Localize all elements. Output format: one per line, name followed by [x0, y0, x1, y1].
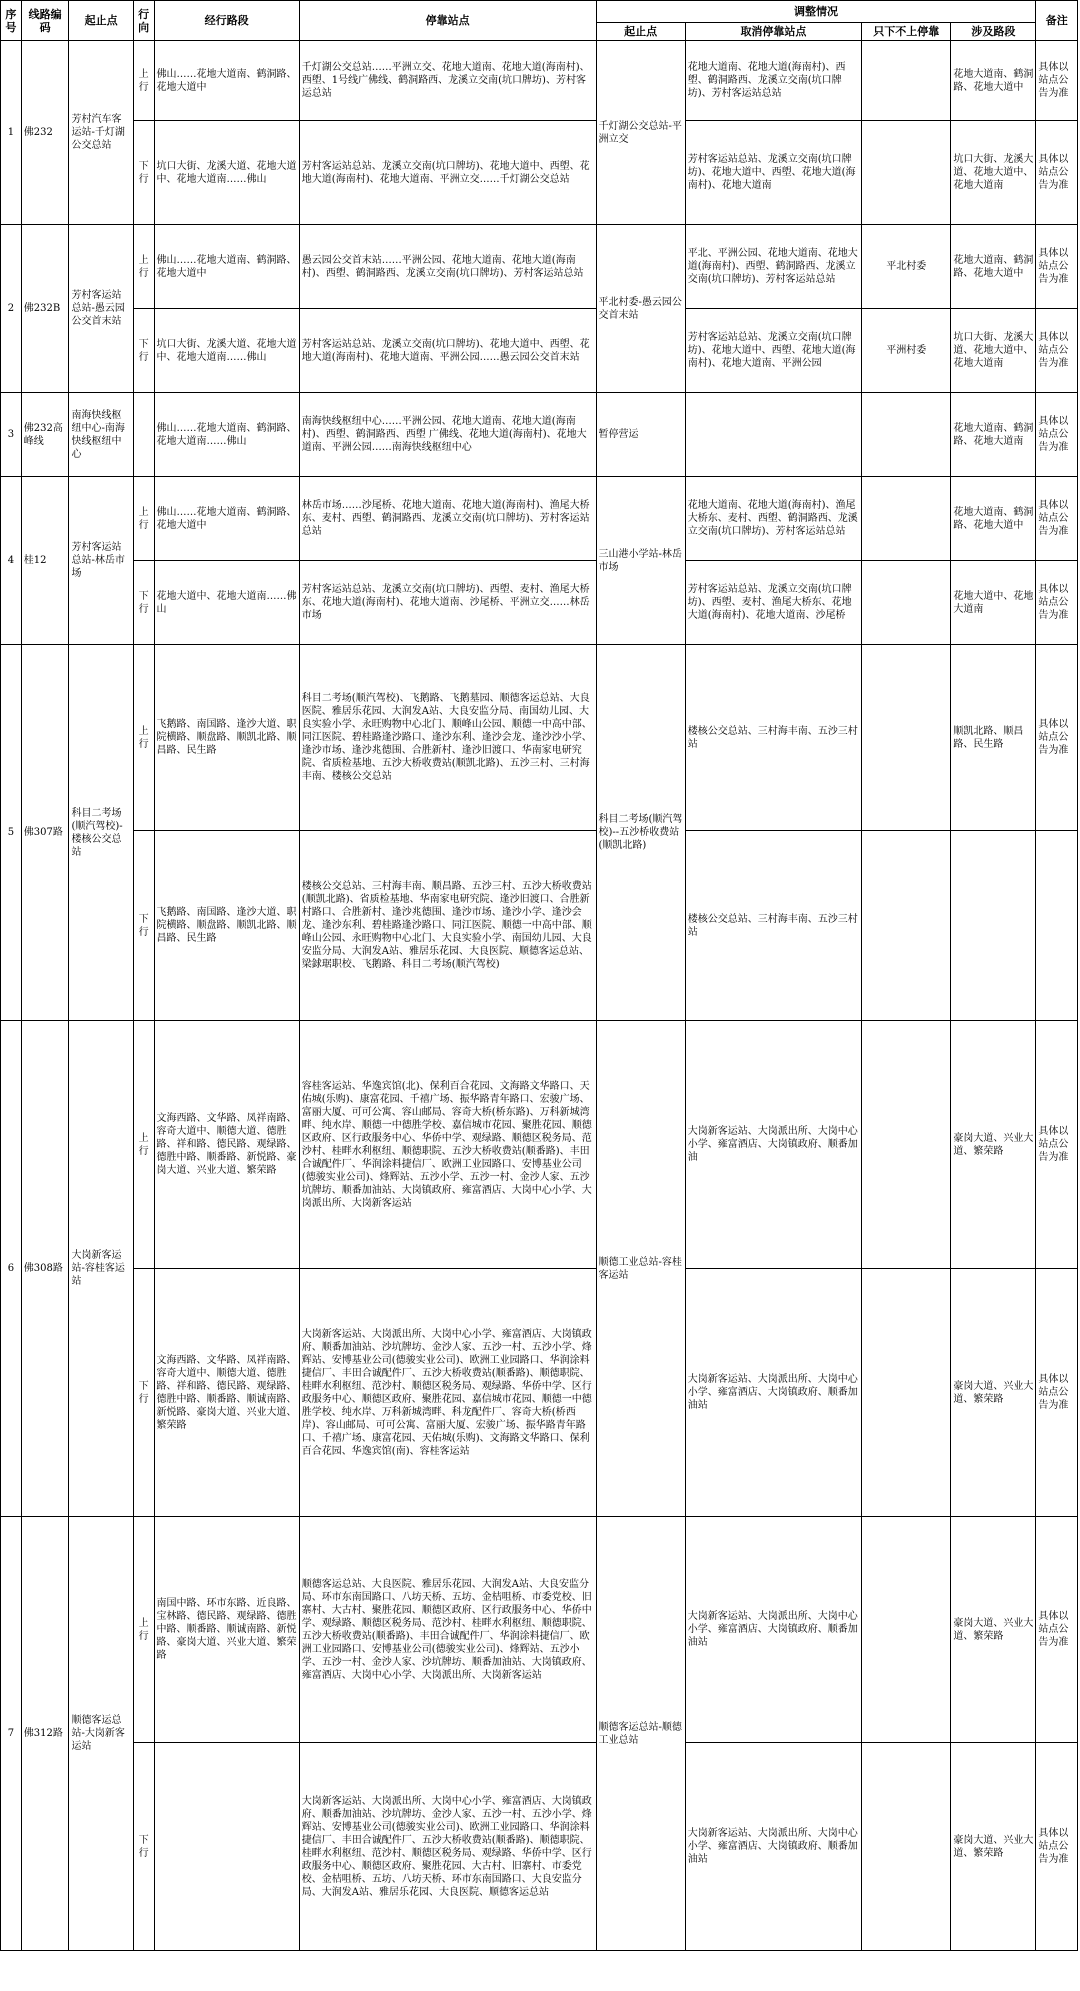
drop-only-cell	[862, 393, 951, 477]
stops-cell: 容桂客运站、华逸宾馆(北)、保利百合花园、文海路文华路口、天佑城(乐购)、康富花园、千禧广场、振华路青年路口、宏骏广场、富丽大厦、可可公寓、容山邮局、容奇大桥(桥东路)、万科新城湾畔、纯水岸、顺德一中德胜学校、嘉信城市花园、聚胜花园、顺德区政府、区行政服务中心、华侨中学、观绿路、顺德区税务局、范沙村、桂畔水利枢纽、顺德职院、五沙大桥收费站(顺番路)、丰田合诚配件厂、华润涂料捷信厂、欧洲工业园路口、安博基业公司(德骏实业公司)、烽辉站、五沙小学、五沙一村、金沙人家、五沙坑牌坊、顺番加油站、大岗镇政府、雍富酒店、大岗中心小学、大岗派出所、大岗新客运站	[299, 1021, 596, 1269]
roads-cell: 花地大道南、鹤洞路、花地大道中	[951, 225, 1036, 309]
table-row	[1, 1743, 1078, 1951]
direction-cell: 上行	[133, 1021, 154, 1269]
table-row	[1, 225, 1078, 309]
route-via-cell: 佛山……花地大道南、鹤洞路、花地大道南……佛山	[154, 393, 299, 477]
table-row	[1, 1021, 1078, 1269]
stops-cell: 大岗新客运站、大岗派出所、大岗中心小学、雍富酒店、大岗镇政府、顺番加油站、沙坑牌坊、金沙人家、五沙一村、五沙小学、烽辉站、安博基业公司(德骏实业公司)、欧洲工业园路口、华润涂料捷信厂、丰田合诚配件厂、五沙大桥收费站(顺番路)、顺德职院、桂畔水利枢纽、范沙村、顺德区税务局、观绿路、华侨中学、区行政服务中心、顺德区政府、聚胜花园、嘉信城市花园、顺德一中德胜学校、纯水岸、万科新城湾畔、科龙配件厂、容奇大桥(桥西岸)、容山邮局、可可公寓、富丽大厦、宏骏广场、振华路青年路口、千禧广场、康富花园、天佑城(乐购)、文海路文华路口、保利百合花园、华逸宾馆(南)、容桂客运站	[299, 1269, 596, 1517]
header-adjustment: 调整情况	[596, 1, 1036, 23]
table-row	[1, 393, 1078, 477]
roads-cell: 豪岗大道、兴业大道、繁荣路	[951, 1021, 1036, 1269]
endpoints-cell: 芳村客运站总站-愚云园公交首末站	[69, 225, 133, 393]
remark-cell: 具体以站点公告为准	[1036, 645, 1078, 831]
stops-cell: 芳村客运站总站、龙溪立交南(坑口牌坊)、花地大道中、西塱、花地大道(海南村)、花地大道南、平洲立交……千灯湖公交总站	[299, 121, 596, 225]
remark-cell: 具体以站点公告为准	[1036, 121, 1078, 225]
table-row	[1, 561, 1078, 645]
table-row	[1, 1269, 1078, 1517]
route-via-cell: 坑口大街、龙溪大道、花地大道中、花地大道南……佛山	[154, 121, 299, 225]
remark-cell: 具体以站点公告为准	[1036, 477, 1078, 561]
drop-only-cell	[862, 1021, 951, 1269]
cancelled-stops-cell: 花地大道南、花地大道(海南村)、渔尾大桥东、麦村、西塱、鹤洞路西、龙溪立交南(坑口牌坊)、芳村客运站总站	[685, 477, 861, 561]
roads-cell: 花地大道南、鹤洞路、花地大道中	[951, 41, 1036, 121]
remark-cell: 具体以站点公告为准	[1036, 561, 1078, 645]
roads-cell: 豪岗大道、兴业大道、繁荣路	[951, 1269, 1036, 1517]
route-via-cell	[154, 1743, 299, 1951]
cancelled-stops-cell: 楼核公交总站、三村海丰南、五沙三村站	[685, 645, 861, 831]
remark-cell: 具体以站点公告为准	[1036, 1021, 1078, 1269]
table-row	[1, 1517, 1078, 1743]
route-via-cell: 坑口大街、龙溪大道、花地大道中、花地大道南……佛山	[154, 309, 299, 393]
direction-cell: 下行	[133, 1743, 154, 1951]
seq-cell: 3	[1, 393, 22, 477]
remark-cell: 具体以站点公告为准	[1036, 1269, 1078, 1517]
route-via-cell: 南国中路、环市东路、近良路、宝林路、德民路、观绿路、德胜中路、顺番路、顺诚南路、新悦路、豪岗大道、兴业大道、繁荣路	[154, 1517, 299, 1743]
remark-cell: 具体以站点公告为准	[1036, 1743, 1078, 1951]
cancelled-stops-cell: 平北、平洲公园、花地大道南、花地大道(海南村)、西塱、鹤洞路西、龙溪立交南(坑口牌坊)、芳村客运站总站	[685, 225, 861, 309]
header-adj-endpoints: 起止点	[596, 23, 685, 41]
table-row	[1, 477, 1078, 561]
remark-cell: 具体以站点公告为准	[1036, 393, 1078, 477]
roads-cell: 花地大道中、花地大道南	[951, 561, 1036, 645]
seq-cell: 2	[1, 225, 22, 393]
route-via-cell: 佛山……花地大道南、鹤洞路、花地大道中	[154, 225, 299, 309]
seq-cell: 6	[1, 1021, 22, 1517]
line-code-cell: 佛312路	[21, 1517, 69, 1951]
cancelled-stops-cell: 芳村客运站总站、龙溪立交南(坑口牌坊)、西塱、麦村、渔尾大桥东、花地大道(海南村)、花地大道南、沙尾桥	[685, 561, 861, 645]
header-line-code: 线路编码	[21, 1, 69, 41]
table-body	[1, 41, 1078, 1951]
roads-cell	[951, 831, 1036, 1021]
roads-cell: 坑口大街、龙溪大道、花地大道中、花地大道南	[951, 309, 1036, 393]
direction-cell: 上行	[133, 477, 154, 561]
seq-cell: 5	[1, 645, 22, 1021]
line-code-cell: 佛232	[21, 41, 69, 225]
header-adj-cancelled: 取消停靠站点	[685, 23, 861, 41]
cancelled-stops-cell	[685, 393, 861, 477]
direction-cell: 上行	[133, 225, 154, 309]
endpoints-cell: 南海快线枢纽中心-南海快线枢纽中心	[69, 393, 133, 477]
table-row	[1, 645, 1078, 831]
remark-cell: 具体以站点公告为准	[1036, 309, 1078, 393]
line-code-cell: 桂12	[21, 477, 69, 645]
remark-cell: 具体以站点公告为准	[1036, 41, 1078, 121]
stops-cell: 大岗新客运站、大岗派出所、大岗中心小学、雍富酒店、大岗镇政府、顺番加油站、沙坑牌坊、金沙人家、五沙一村、五沙小学、烽辉站、安博基业公司(德骏实业公司)、欧洲工业园路口、华润涂料捷信厂、丰田合诚配件厂、五沙大桥收费站(顺番路)、顺德职院、桂畔水利枢纽、范沙村、顺德区税务局、观绿路、华侨中学、区行政服务中心、顺德区政府、聚胜花园、大古村、旧寨村、市委党校、金桔咀桥、五坊、八坊天桥、环市东南国路口、大良安监分局、大润发A站、雅居乐花园、大良医院、顺德客运总站	[299, 1743, 596, 1951]
cancelled-stops-cell: 大岗新客运站、大岗派出所、大岗中心小学、雍富酒店、大岗镇政府、顺番加油站	[685, 1269, 861, 1517]
roads-cell: 豪岗大道、兴业大道、繁荣路	[951, 1743, 1036, 1951]
roads-cell: 坑口大街、龙溪大道、花地大道中、花地大道南	[951, 121, 1036, 225]
stops-cell: 千灯湖公交总站……平洲立交、花地大道南、花地大道(海南村)、西塱、1号线广佛线、鹤洞路西、龙溪立交南(坑口牌坊)、芳村客运总站	[299, 41, 596, 121]
remark-cell: 具体以站点公告为准	[1036, 225, 1078, 309]
direction-cell: 上行	[133, 41, 154, 121]
adj-endpoints-cell: 顺德工业总站-容桂客运站	[596, 1021, 685, 1517]
seq-cell: 4	[1, 477, 22, 645]
drop-only-cell	[862, 561, 951, 645]
table-row	[1, 309, 1078, 393]
drop-only-cell	[862, 1517, 951, 1743]
roads-cell: 豪岗大道、兴业大道、繁荣路	[951, 1517, 1036, 1743]
line-code-cell: 佛308路	[21, 1021, 69, 1517]
header-remark: 备注	[1036, 1, 1078, 41]
stops-cell: 芳村客运站总站、龙溪立交南(坑口牌坊)、花地大道中、西塱、花地大道(海南村)、花地大道南、平洲公园……愚云园公交首末站	[299, 309, 596, 393]
adj-endpoints-cell: 平北村委-愚云园公交首末站	[596, 225, 685, 393]
roads-cell: 花地大道南、鹤洞路、花地大道南	[951, 393, 1036, 477]
seq-cell: 7	[1, 1517, 22, 1951]
header-stops: 停靠站点	[299, 1, 596, 41]
roads-cell: 花地大道南、鹤洞路、花地大道中	[951, 477, 1036, 561]
drop-only-cell	[862, 121, 951, 225]
endpoints-cell: 芳村客运站总站-林岳市场	[69, 477, 133, 645]
route-via-cell: 佛山……花地大道南、鹤洞路、花地大道中	[154, 41, 299, 121]
cancelled-stops-cell: 楼核公交总站、三村海丰南、五沙三村站	[685, 831, 861, 1021]
route-via-cell: 花地大道中、花地大道南……佛山	[154, 561, 299, 645]
drop-only-cell: 平北村委	[862, 225, 951, 309]
seq-cell: 1	[1, 41, 22, 225]
stops-cell: 愚云园公交首末站……平洲公园、花地大道南、花地大道(海南村)、西塱、鹤洞路西、龙溪立交南(坑口牌坊)、芳村客运站总站	[299, 225, 596, 309]
direction-cell: 下行	[133, 121, 154, 225]
direction-cell: 上行	[133, 645, 154, 831]
stops-cell: 楼核公交总站、三村海丰南、顺昌路、五沙三村、五沙大桥收费站(顺凯北路)、省质检基地、华南家电研究院、逢沙旧渡口、合胜新村路口、合胜新村、逢沙兆德围、逢沙市场、逢沙小学、逢沙会龙、逢沙东利、碧桂路逢沙路口、同江医院、顺德一中高中部、顺峰山公园、永旺购物中心北门、大良实验小学、南国幼儿园、大良安监分局、大润发A站、雅居乐花园、大良医院、顺德客运总站、梁銶琚职校、飞鹅路、科目二考场(顺汽驾校)	[299, 831, 596, 1021]
drop-only-cell	[862, 1743, 951, 1951]
roads-cell: 顺凯北路、顺昌路、民生路	[951, 645, 1036, 831]
cancelled-stops-cell: 大岗新客运站、大岗派出所、大岗中心小学、雍富酒店、大岗镇政府、顺番加油	[685, 1021, 861, 1269]
drop-only-cell	[862, 831, 951, 1021]
line-code-cell: 佛232B	[21, 225, 69, 393]
route-via-cell: 飞鹅路、南国路、逢沙大道、职院横路、顺盘路、顺凯北路、顺昌路、民生路	[154, 831, 299, 1021]
header-seq: 序号	[1, 1, 22, 41]
drop-only-cell	[862, 477, 951, 561]
cancelled-stops-cell: 大岗新客运站、大岗派出所、大岗中心小学、雍富酒店、大岗镇政府、顺番加油站	[685, 1517, 861, 1743]
cancelled-stops-cell: 芳村客运站总站、龙溪立交南(坑口牌坊)、花地大道中、西塱、花地大道(海南村)、花地大道南	[685, 121, 861, 225]
table-row	[1, 831, 1078, 1021]
endpoints-cell: 科目二考场(顺汽驾校)-楼核公交总站	[69, 645, 133, 1021]
direction-cell: 上行	[133, 1517, 154, 1743]
remark-cell: 具体以站点公告为准	[1036, 1517, 1078, 1743]
adj-endpoints-cell: 顺德客运总站-顺德工业总站	[596, 1517, 685, 1951]
stops-cell: 南海快线枢纽中心……平洲公园、花地大道南、花地大道(海南村)、西塱、鹤洞路西、西塱 广佛线、花地大道(海南村)、花地大道南、平洲公园……南海快线枢纽中心	[299, 393, 596, 477]
table-header	[1, 1, 1078, 41]
stops-cell: 顺德客运总站、大良医院、雅居乐花园、大润发A站、大良安监分局、环市东南国路口、八坊天桥、五坊、金桔咀桥、市委党校、旧寨村、大古村、聚胜花园、顺德区政府、区行政服务中心、华侨中学、观绿路、顺德区税务局、范沙村、桂畔水利枢纽、顺德职院、五沙大桥收费站(顺番路)、丰田合诚配件厂、华润涂料捷信厂、欧洲工业园路口、安博基业公司(德骏实业公司)、烽辉站、五沙小学、五沙一村、金沙人家、沙坑牌坊、顺番加油站、大岗镇政府、雍富酒店、大岗中心小学、大岗派出所、大岗新客运站	[299, 1517, 596, 1743]
adj-endpoints-cell: 三山港小学站-林岳市场	[596, 477, 685, 645]
endpoints-cell: 顺德客运总站-大岗新客运站	[69, 1517, 133, 1951]
drop-only-cell	[862, 1269, 951, 1517]
header-adj-drop-only: 只下不上停靠	[862, 23, 951, 41]
direction-cell: 下行	[133, 1269, 154, 1517]
adj-endpoints-cell: 千灯湖公交总站-平洲立交	[596, 41, 685, 225]
table-row	[1, 121, 1078, 225]
drop-only-cell: 平洲村委	[862, 309, 951, 393]
header-route-via: 经行路段	[154, 1, 299, 41]
line-code-cell: 佛232高峰线	[21, 393, 69, 477]
direction-cell: 下行	[133, 831, 154, 1021]
table-row	[1, 41, 1078, 121]
header-endpoints: 起止点	[69, 1, 133, 41]
cancelled-stops-cell: 花地大道南、花地大道(海南村)、西塱、鹤洞路西、龙溪立交南(坑口牌坊)、芳村客运站总站	[685, 41, 861, 121]
stops-cell: 科目二考场(顺汽驾校)、飞鹅路、飞鹅墓园、顺德客运总站、大良医院、雅居乐花园、大润发A站、大良安监分局、南国幼儿园、大良实验小学、永旺购物中心北门、顺峰山公园、顺德一中高中部、同江医院、碧桂路逢沙路口、逢沙东利、逢沙会龙、逢沙沙小学、逢沙市场、逢沙兆德围、合胜新村、逢沙旧渡口、华南家电研究院、省质检基地、五沙大桥收费站(顺凯北路)、五沙三村、三村海丰南、楼核公交总站	[299, 645, 596, 831]
endpoints-cell: 芳村汽车客运站-千灯湖公交总站	[69, 41, 133, 225]
header-direction: 行向	[133, 1, 154, 41]
direction-cell: 下行	[133, 309, 154, 393]
drop-only-cell	[862, 41, 951, 121]
line-code-cell: 佛307路	[21, 645, 69, 1021]
adj-endpoints-cell: 暂停营运	[596, 393, 685, 477]
cancelled-stops-cell: 大岗新客运站、大岗派出所、大岗中心小学、雍富酒店、大岗镇政府、顺番加油站	[685, 1743, 861, 1951]
stops-cell: 芳村客运站总站、龙溪立交南(坑口牌坊)、西塱、麦村、渔尾大桥东、花地大道(海南村)、花地大道南、沙尾桥、平洲立交……林岳市场	[299, 561, 596, 645]
endpoints-cell: 大岗新客运站-容桂客运站	[69, 1021, 133, 1517]
route-via-cell: 文海西路、文华路、凤祥南路、容奇大道中、顺德大道、德胜路、祥和路、德民路、观绿路、德胜中路、顺番路、顺诚南路、新悦路、豪岗大道、兴业大道、繁荣路	[154, 1269, 299, 1517]
route-via-cell: 飞鹅路、南国路、逢沙大道、职院横路、顺盘路、顺凯北路、顺昌路、民生路	[154, 645, 299, 831]
direction-cell	[133, 393, 154, 477]
remark-cell	[1036, 831, 1078, 1021]
header-adj-roads: 涉及路段	[951, 23, 1036, 41]
cancelled-stops-cell: 芳村客运站总站、龙溪立交南(坑口牌坊)、花地大道中、西塱、花地大道(海南村)、花地大道南、平洲公园	[685, 309, 861, 393]
route-via-cell: 佛山……花地大道南、鹤洞路、花地大道中	[154, 477, 299, 561]
adj-endpoints-cell: 科目二考场(顺汽驾校)--五沙桥收费站(顺凯北路)	[596, 645, 685, 1021]
stops-cell: 林岳市场……沙尾桥、花地大道南、花地大道(海南村)、渔尾大桥东、麦村、西塱、鹤洞路西、龙溪立交南(坑口牌坊)、芳村客运站总站	[299, 477, 596, 561]
direction-cell: 下行	[133, 561, 154, 645]
route-via-cell: 文海西路、文华路、凤祥南路、容奇大道中、顺德大道、德胜路、祥和路、德民路、观绿路、德胜中路、顺番路、新悦路、豪岗大道、兴业大道、繁荣路	[154, 1021, 299, 1269]
drop-only-cell	[862, 645, 951, 831]
